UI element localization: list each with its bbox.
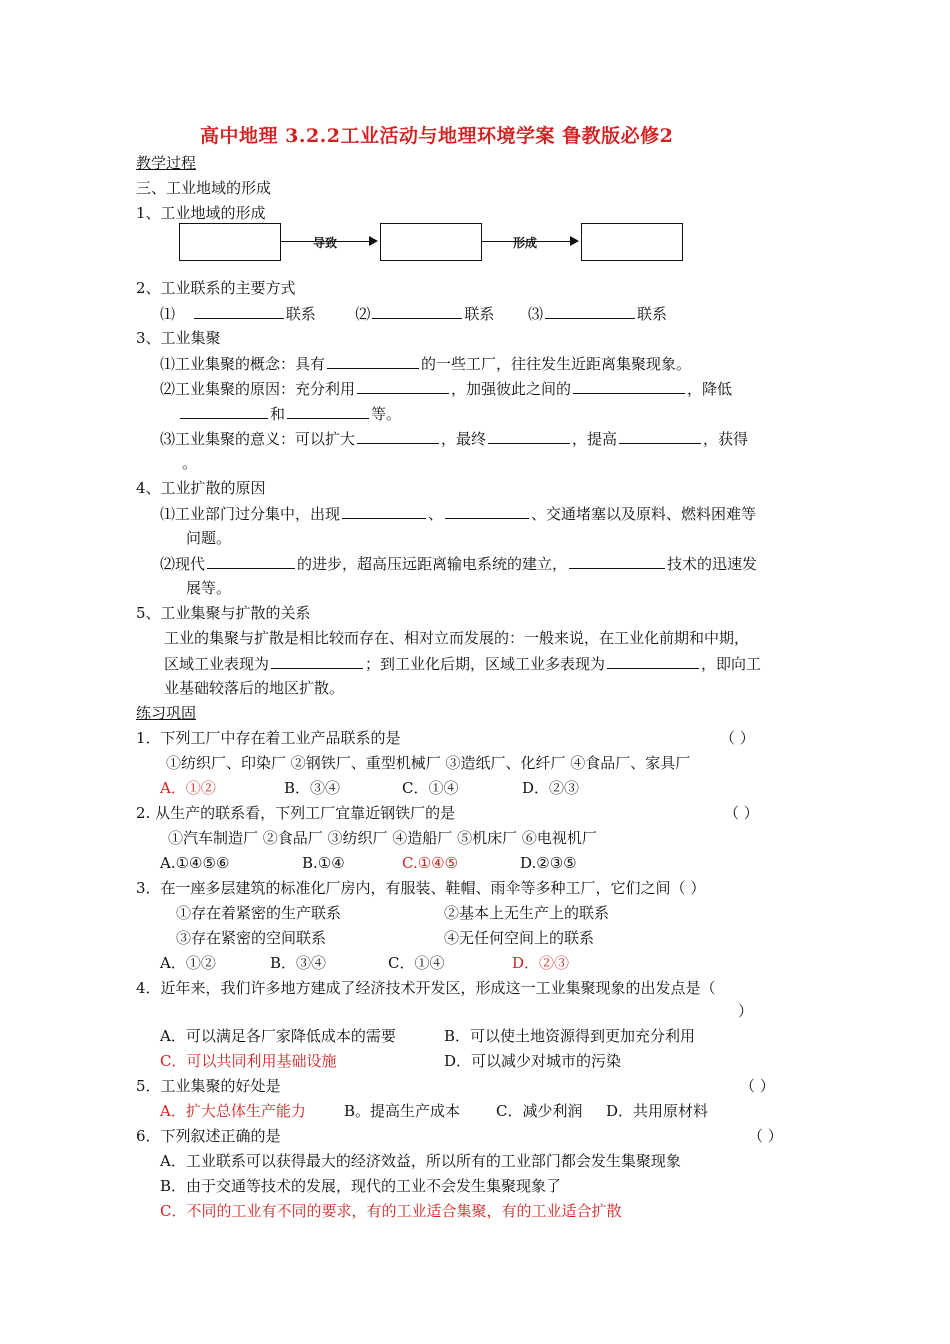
link-type-3-suffix: 联系 <box>636 305 667 323</box>
text: 、 <box>428 505 444 523</box>
q4-paren-close: ） <box>738 1002 754 1020</box>
text: 等。 <box>371 405 402 423</box>
blank <box>357 428 439 444</box>
document-title: 高中地理 3.2.2工业活动与地理环境学案 鲁教版必修2 <box>200 125 674 147</box>
blank <box>287 403 369 419</box>
section-3-heading: 三、工业地域的形成 <box>136 179 272 197</box>
link-type-1-number: ⑴ <box>160 305 176 323</box>
q6-option-b: B．由于交通等技术的发展，现代的工业不会发生集聚现象了 <box>160 1177 562 1195</box>
q1-stem: 1．下列工厂中存在着工业产品联系的是 <box>136 729 401 747</box>
link-type-2-number: ⑵ <box>355 305 371 323</box>
q4-option-b: B．可以使土地资源得到更加充分利用 <box>444 1027 696 1045</box>
diffusion-reason-2 <box>160 553 757 574</box>
blank <box>327 353 419 369</box>
q4-option-a: A．可以满足各厂家降低成本的需要 <box>160 1027 396 1045</box>
blank <box>619 428 701 444</box>
subsection-2-heading: 2、工业联系的主要方式 <box>136 279 296 297</box>
q6-option-c: C．不同的工业有不同的要求，有的工业适合集聚，有的工业适合扩散 <box>160 1202 622 1220</box>
link-types-line <box>160 303 667 324</box>
text: ⑴工业集聚的概念：具有 <box>160 355 326 373</box>
q6-stem: 6．下列叙述正确的是 <box>136 1127 281 1145</box>
blank <box>607 653 699 669</box>
practice-heading: 练习巩固 <box>136 704 197 722</box>
q2-items: ①汽车制造厂 ②食品厂 ③纺织厂 ④造船厂 ⑤机床厂 ⑥电视机厂 <box>168 829 597 847</box>
q5-option-c: C．减少利润 <box>496 1102 583 1120</box>
text: ⑴工业部门过分集中，出现 <box>160 505 341 523</box>
blank <box>488 428 570 444</box>
flow-box-2 <box>380 223 482 261</box>
q2-option-a: A.①④⑤⑥ <box>160 854 230 872</box>
q5-answer-paren: （ ） <box>740 1077 775 1095</box>
blank <box>194 303 284 319</box>
diffusion-reason-1 <box>160 503 756 524</box>
blank <box>271 653 363 669</box>
agglomeration-reason-cont <box>178 403 401 424</box>
text: ，加强彼此之间的 <box>451 380 572 398</box>
q5-stem: 5．工业集聚的好处是 <box>136 1077 281 1095</box>
q5-option-b: B。提高生产成本 <box>344 1102 461 1120</box>
flow-box-1 <box>179 223 281 261</box>
q2-answer-paren: （ ） <box>724 804 759 822</box>
q3-option-d: D．②③ <box>512 954 570 972</box>
q2-stem: 2. 从生产的联系看，下列工厂宜靠近钢铁厂的是 <box>136 804 456 822</box>
agglomeration-reason <box>160 378 732 399</box>
text: 的进步，超高压远距离输电系统的建立， <box>297 555 568 573</box>
text: 和 <box>270 405 286 423</box>
text: ，降低 <box>687 380 733 398</box>
q1-option-d: D．②③ <box>522 779 580 797</box>
blank <box>372 303 462 319</box>
subsection-3-heading: 3、工业集聚 <box>136 329 221 347</box>
relationship-line-1: 工业的集聚与扩散是相比较而存在、相对立而发展的：一般来说，在工业化前期和中期， <box>164 629 750 647</box>
q3-item-1: ①存在着紧密的生产联系 <box>176 904 342 922</box>
text: ，最终 <box>441 430 487 448</box>
text: 、交通堵塞以及原料、燃料困难等 <box>531 505 757 523</box>
blank <box>569 553 665 569</box>
blank <box>357 378 449 394</box>
q3-item-4: ④无任何空间上的联系 <box>444 929 595 947</box>
text: 技术的迅速发 <box>667 555 758 573</box>
arrow-2-label: 形成 <box>513 236 538 250</box>
blank <box>545 303 635 319</box>
text: 的一些工厂，往往发生近距离集聚现象。 <box>421 355 692 373</box>
blank <box>207 553 295 569</box>
arrow-1-label: 导致 <box>313 236 338 250</box>
blank <box>180 403 268 419</box>
agglomeration-concept <box>160 353 691 374</box>
q6-answer-paren: （ ） <box>748 1127 783 1145</box>
blank <box>445 503 529 519</box>
q6-option-a: A．工业联系可以获得最大的经济效益，所以所有的工业部门都会发生集聚现象 <box>160 1152 681 1170</box>
q3-stem: 3．在一座多层建筑的标准化厂房内，有服装、鞋帽、雨伞等多种工厂，它们之间（ ） <box>136 879 706 897</box>
q4-option-d: D．可以减少对城市的污染 <box>444 1052 622 1070</box>
diffusion-reason-2-cont: 展等。 <box>186 579 232 597</box>
flow-box-3 <box>581 223 683 261</box>
q3-item-3: ③存在紧密的空间联系 <box>176 929 327 947</box>
relationship-line-2 <box>164 653 761 674</box>
q4-option-c: C．可以共同利用基础设施 <box>160 1052 337 1070</box>
text: ⑶工业集聚的意义：可以扩大 <box>160 430 356 448</box>
q1-option-c: C．①④ <box>402 779 459 797</box>
relationship-line-3: 业基础较落后的地区扩散。 <box>164 679 345 697</box>
q3-option-c: C．①④ <box>388 954 445 972</box>
q2-option-c: C.①④⑤ <box>402 854 459 872</box>
q5-option-d: D．共用原材料 <box>606 1102 709 1120</box>
q4-stem: 4．近年来，我们许多地方建成了经济技术开发区，形成这一工业集聚现象的出发点是（ <box>136 979 716 997</box>
q3-item-2: ②基本上无生产上的联系 <box>444 904 610 922</box>
subsection-5-heading: 5、工业集聚与扩散的关系 <box>136 604 311 622</box>
text: ，即向工 <box>701 655 762 673</box>
q1-items: ①纺织厂、印染厂 ②钢铁厂、重型机械厂 ③造纸厂、化纤厂 ④食品厂、家具厂 <box>166 754 691 772</box>
text: ⑵工业集聚的原因：充分利用 <box>160 380 356 398</box>
q5-option-a: A．扩大总体生产能力 <box>160 1102 306 1120</box>
text: ⑵现代 <box>160 555 206 573</box>
blank <box>342 503 426 519</box>
diffusion-reason-1-cont: 问题。 <box>186 529 232 547</box>
text: ，提高 <box>572 430 618 448</box>
subsection-1-heading: 1、工业地域的形成 <box>136 204 266 222</box>
link-type-2-suffix: 联系 <box>464 305 495 323</box>
link-type-3-number: ⑶ <box>527 305 543 323</box>
link-type-1-suffix: 联系 <box>285 305 316 323</box>
q2-option-d: D.②③⑤ <box>520 854 577 872</box>
agglomeration-significance-end: 。 <box>182 454 198 472</box>
q3-option-b: B．③④ <box>270 954 327 972</box>
text: ；到工业化后期，区域工业多表现为 <box>365 655 606 673</box>
q1-answer-paren: （ ） <box>720 729 755 747</box>
text: ，获得 <box>703 430 749 448</box>
q1-option-a: A．①② <box>160 779 216 797</box>
blank <box>573 378 685 394</box>
q1-option-b: B．③④ <box>284 779 341 797</box>
q3-option-a: A．①② <box>160 954 216 972</box>
agglomeration-significance <box>160 428 748 449</box>
section-teaching-heading: 教学过程 <box>136 154 197 172</box>
subsection-4-heading: 4、工业扩散的原因 <box>136 479 266 497</box>
q2-option-b: B.①④ <box>302 854 345 872</box>
text: 区域工业表现为 <box>164 655 270 673</box>
